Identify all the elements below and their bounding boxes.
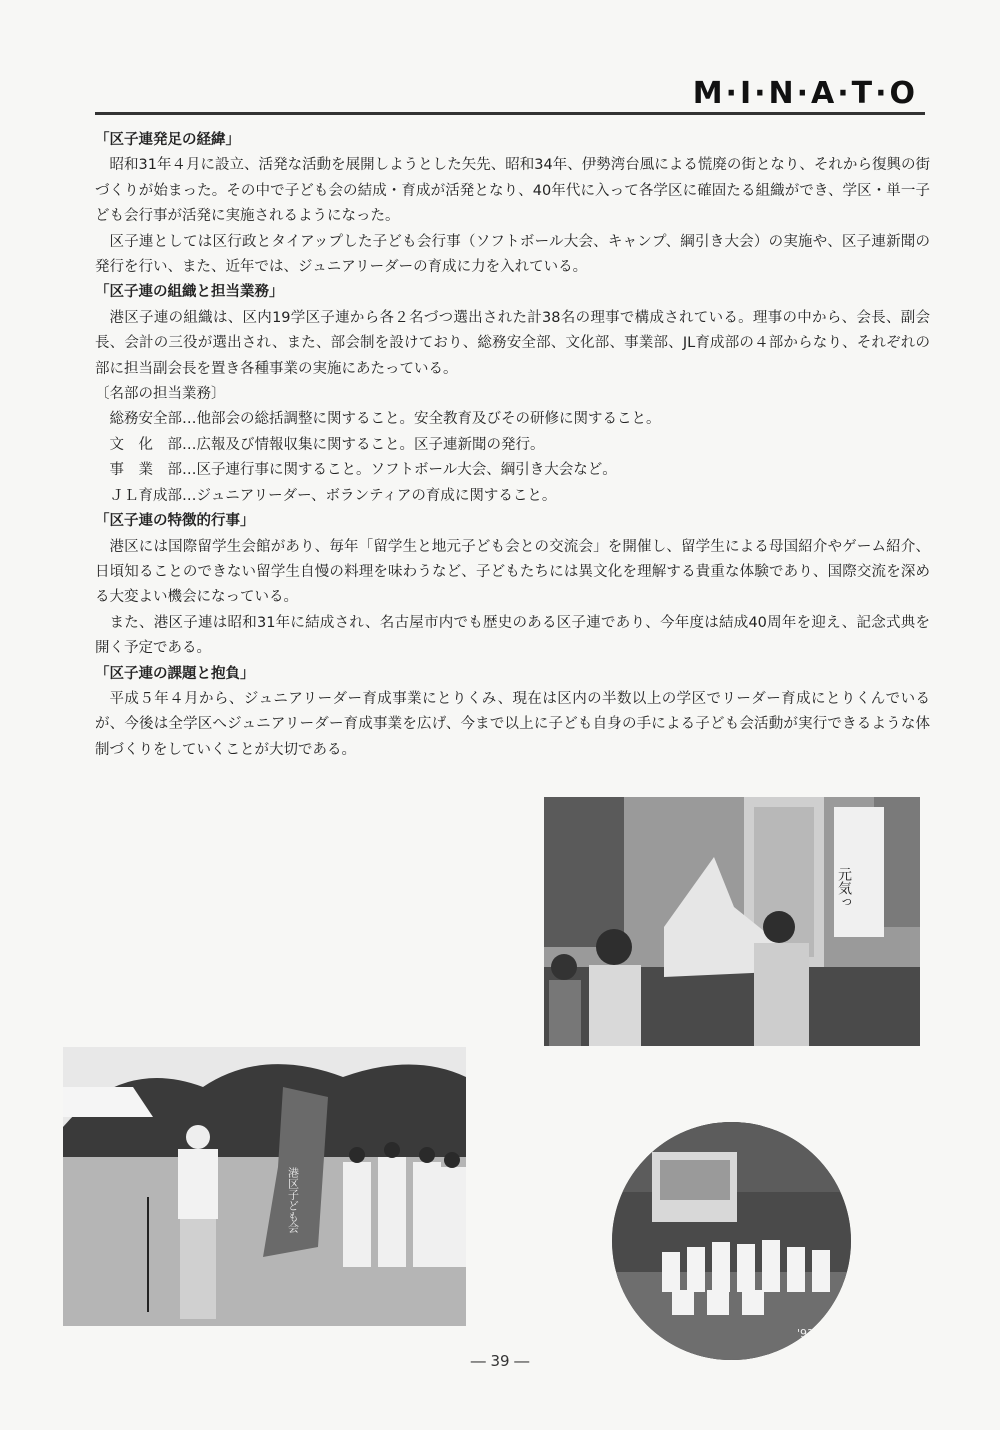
paragraph: 港区子連の組織は、区内19学区子連から各２名づつ選出された計38名の理事で構成されている。理事の中から、会長、副会長、会計の三役が選出され、また、部会制を設けており、総務安全部、文化部、事業部、JL育成部の４部からなり、それぞれの部に担当副会長を置き各種事業の実施にあたっている。 — [95, 309, 930, 377]
paragraph: 平成５年４月から、ジュニアリーダー育成事業にとりくみ、現在は区内の半数以上の学区でリーダー育成にとりくんでいるが、今後は全学区へジュニアリーダー育成事業を広げ、今まで以上に子ども自身の手による子ども会活動が実行できるような体制づくりをしていくことが大切である。 — [95, 690, 930, 758]
section-heading-events: 「区子連の特徴的行事」 — [95, 513, 255, 530]
section-heading-organization: 「区子連の組織と担当業務」 — [95, 284, 284, 301]
department-item: 総務安全部…他部会の総括調整に関すること。安全教育及びその研修に関すること。 — [109, 411, 661, 428]
paragraph: また、港区子連は昭和31年に結成され、名古屋市内でも歴史のある区子連であり、今年度は結成40周年を迎え、記念式典を開く予定である。 — [95, 614, 930, 657]
department-item: ＪＬ育成部…ジュニアリーダー、ボランティアの育成に関すること。 — [109, 487, 557, 504]
paragraph: 昭和31年４月に設立、活発な活動を展開しようとした矢先、昭和34年、伊勢湾台風による慌廃の街となり、それから復興の街づくりが始まった。その中で子ども会の結成・育成が活発となり、40年代に入って各学区に確固たる組織ができ、学区・単一子ども会行事が活発に実施されるようになった。 — [95, 157, 930, 225]
section-heading-history: 「区子連発足の経緯」 — [95, 132, 240, 148]
camp-photo-date: '93 — [797, 1327, 815, 1340]
section-heading-challenges: 「区子連の課題と抱負」 — [95, 665, 255, 682]
header-rule — [95, 112, 925, 115]
award-flag-text: 港区子ども会 — [286, 1167, 300, 1233]
department-item: 事 業 部…区子連行事に関すること。ソフトボール大会、綱引き大会など。 — [109, 462, 617, 479]
departments-heading: 〔名部の担当業務〕 — [95, 386, 226, 403]
paragraph: 港区には国際留学生会館があり、毎年「留学生と地元子ども会との交流会」を開催し、留学生による母国紹介やゲーム紹介、日頃知ることのできない留学生自慢の料理を味わうなど、子どもたちには異文化を理解する貴重な体験であり、国際交流を深める大変よい機会になっている。 — [95, 538, 930, 606]
award-ceremony-photo — [63, 1047, 466, 1326]
page-number: ― 39 ― — [470, 1352, 530, 1370]
magazine-title: M·I·N·A·T·O — [692, 76, 918, 111]
paragraph: 区子連としては区行政とタイアップした子ども会行事（ソフトボール大会、キャンプ、綱引き大会）の実施や、区子連新聞の発行を行い、また、近年では、ジュニアリーダーの育成に力を入れている。 — [95, 233, 930, 276]
camp-group-photo — [612, 1122, 851, 1360]
parade-photo — [544, 797, 920, 1046]
article-body — [95, 128, 930, 763]
department-item: 文 化 部…広報及び情報収集に関すること。区子連新聞の発行。 — [109, 436, 545, 453]
parade-banner-text: 元気っ — [836, 867, 852, 909]
